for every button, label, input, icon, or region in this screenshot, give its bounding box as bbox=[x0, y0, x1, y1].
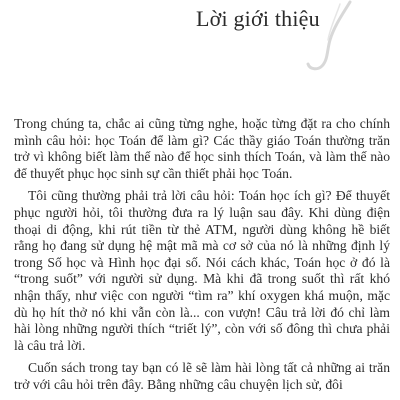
paragraph: Trong chúng ta, chắc ai cũng từng nghe, hoặc từng đặt ra cho chính mình câu hỏi: học Toán để làm gì? Các thầy giáo Toán thường trăn trở vì không biết làm thế nào để học sinh thích Toán, và làm thế nào để thuyết phục học sinh sự cần thiết phải học Toán. bbox=[14, 116, 390, 181]
page-title: Lời giới thiệu bbox=[196, 6, 320, 31]
paragraph: Cuốn sách trong tay bạn có lẽ sẽ làm hài lòng tất cả những ai trăn trở với câu hỏi trên đây. Bằng những câu chuyện lịch sử, đôi bbox=[14, 360, 390, 392]
paragraph: Tôi cũng thường phải trả lời câu hỏi: Toán học ích gì? Để thuyết phục người hỏi, tôi thường đưa ra lý luận sau đây. Khi dùng điện thoại di động, khi rút tiền từ thẻ ATM, người dùng không hề biết rằng họ đang sử dụng hệ mật mã mà cơ sở của nó là những định lý trong Số học và Hình học đại số. Nói cách khác, Toán học ở đó là “trong suốt” với người sử dụng. Mà khi đã trong suốt thì rất khó nhận thấy, như việc con người “tìm ra” khí oxygen khá muộn, mặc dù họ hít thở nó khi vẫn còn là... con vượn! Câu trả lời đó chỉ làm hài lòng những người thích “triết lý”, còn với số đông thì chưa phải là câu trả lời. bbox=[14, 188, 390, 353]
body-text bbox=[14, 116, 390, 400]
chapter-heading bbox=[0, 0, 400, 90]
